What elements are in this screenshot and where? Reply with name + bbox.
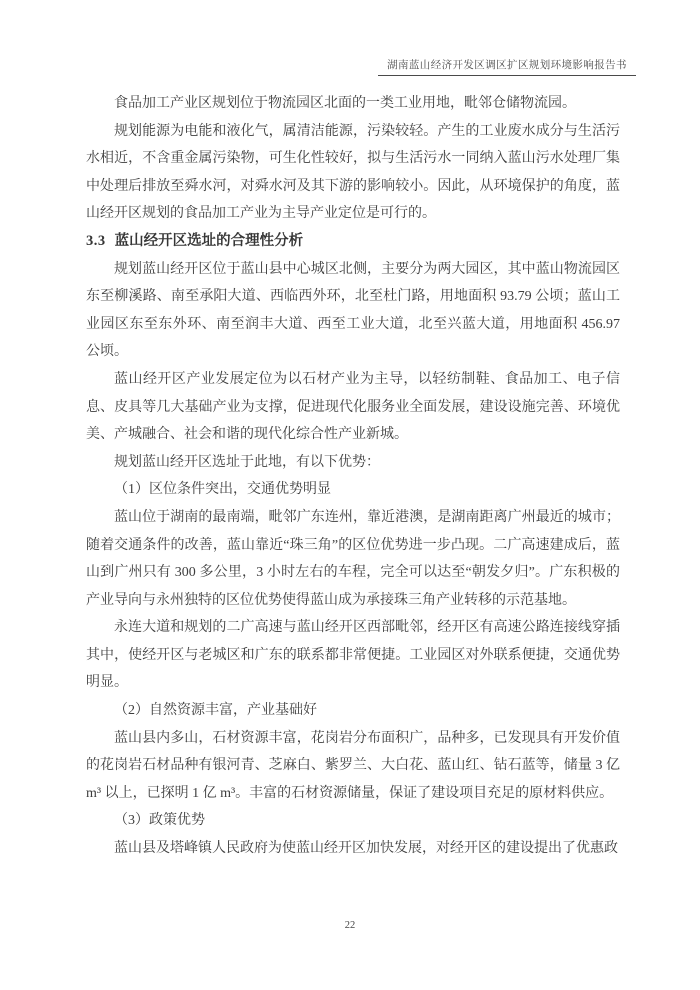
paragraph-advantage-1-transport: 永连大道和规划的二广高速与蓝山经开区西部毗邻，经开区有高速公路连接线穿插其中，使经开区与老城区和广东的联系都非常便捷。工业园区对外联系便捷，交通优势明显。 — [86, 620, 620, 691]
paragraph-food-industry: 食品加工产业区规划位于物流园区北面的一类工业用地，毗邻仓储物流园。 — [114, 96, 576, 111]
section-heading — [86, 228, 620, 256]
list-item-advantage-1-title: （1）区位条件突出，交通优势明显 — [114, 482, 331, 498]
paragraph-energy-wastewater: 规划能源为电能和液化气，属清洁能源，污染较轻。产生的工业废水成分与生活污水相近，不含重金属污染物，可生化性较好，拟与生活污水一同纳入蓝山污水处理厂集中处理后排放至舜水河，对舜水河及其下游的影响较小。因此，从环境保护的角度，蓝山经开区规划的食品加工产业为主导产业定位是可行的。 — [86, 123, 620, 222]
list-item-advantage-2-title: （2）自然资源丰富，产业基础好 — [114, 703, 317, 719]
page-footer — [0, 920, 700, 931]
page-body — [86, 90, 620, 863]
paragraph-advantages-intro: 规划蓝山经开区选址于此地，有以下优势： — [114, 454, 380, 470]
paragraph-advantage-1-detail: 蓝山位于湖南的最南端，毗邻广东连州，靠近港澳，是湖南距离广州最近的城市；随着交通条件的改善，蓝山靠近“珠三角”的区位优势进一步凸现。二广高速建成后，蓝山到广州只有 300 多公里，3 小时左右的车程，完全可以达至“朝发夕归”。广东积极的产业导向与永州独特的区位优势使得蓝山成为承接珠三角产业转移的示范基地。 — [86, 509, 620, 608]
paragraph-industry-positioning: 蓝山经开区产业发展定位为以石材产业为主导，以轻纺制鞋、食品加工、电子信息、皮具等几大基础产业为支撑，促进现代化服务业全面发展，建设设施完善、环境优美、产城融合、社会和谐的现代化综合性产业新城。 — [86, 371, 620, 443]
page-header — [378, 59, 636, 76]
list-item-advantage-3-title: （3）政策优势 — [114, 813, 205, 829]
section-number: 3.3 — [86, 232, 106, 249]
paragraph-advantage-3-detail: 蓝山县及塔峰镇人民政府为使蓝山经开区加快发展，对经开区的建设提出了优惠政 — [114, 841, 618, 857]
section-title: 蓝山经开区选址的合理性分析 — [114, 232, 304, 249]
paragraph-location-overview: 规划蓝山经开区位于蓝山县中心城区北侧，主要分为两大园区，其中蓝山物流园区东至柳溪路、南至承阳大道、西临西外环，北至杜门路，用地面积 93.79 公顷；蓝山工业园区东至东外环、南至润丰大道、西至工业大道，北至兴蓝大道，用地面积 456.97 公顷。 — [86, 261, 620, 360]
page-header-title: 湖南蓝山经济开发区调区扩区规划环境影响报告书 — [387, 60, 627, 71]
page-number: 22 — [344, 920, 356, 931]
paragraph-advantage-2-detail: 蓝山县内多山，石材资源丰富，花岗岩分布面积广，品种多，已发现具有开发价值的花岗岩石材品种有银河青、芝麻白、紫罗兰、大白花、蓝山红、钻石蓝等，储量 3 亿 m³ 以上，已探明 1 亿 m³。丰富的石材资源储量，保证了建设项目充足的原材料供应。 — [86, 730, 620, 801]
